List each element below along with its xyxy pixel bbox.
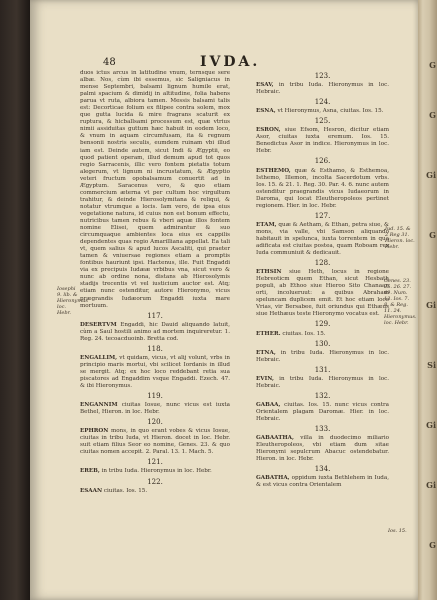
entry-text <box>256 269 389 318</box>
entry-text <box>256 331 389 338</box>
entry-number: 134. <box>314 465 331 474</box>
entry-headword: GABAATHA, <box>256 435 294 442</box>
entry-text <box>256 402 389 423</box>
entry-body: in tribu Iuda. Hieronymus in loc. Hebraic. <box>256 349 390 363</box>
edge-tab: Gi <box>426 480 436 490</box>
edge-tab: G <box>429 540 436 550</box>
dictionary-entry <box>256 466 389 489</box>
margin-note-left: Iosephi 9. lib. & Hieronymus loc. Hebr. <box>57 286 88 316</box>
entry-headword: ETNA, <box>256 349 276 356</box>
running-head: IVDA. <box>200 54 261 70</box>
entry-body: ciuitas. Ios. 15. nunc vicus contra Orientalem plagam Daromæ. Hier. in loc. Hebraic. <box>256 401 389 422</box>
entry-headword: EPHRON <box>80 428 109 435</box>
entry-number: 118. <box>147 344 163 353</box>
entry-text <box>80 402 230 416</box>
entry-text <box>256 108 389 115</box>
entry-headword: ETHER. <box>256 330 281 337</box>
facing-page-edge <box>418 0 437 600</box>
entry-headword: ENGANNIM <box>80 402 118 409</box>
dictionary-entry <box>80 346 230 390</box>
entry-number: 119. <box>147 392 163 401</box>
entry-text <box>80 468 230 475</box>
entry-text <box>256 168 389 210</box>
dictionary-entry <box>80 393 230 416</box>
entry-body: in tribu Iuda. Hieronymus in loc. Hebraic. <box>256 375 390 389</box>
entry-headword: GABAA, <box>256 401 281 408</box>
margin-note-right-2: Genes. 23. 25. 26. 27. 49. Num. 13. Ios. 7. 8. & Reg. 11. 24. Hieronymus. loc. Hebr. <box>384 278 417 326</box>
margin-note-right-3: Ios. 15. <box>388 528 407 534</box>
entry-text <box>256 127 389 155</box>
dictionary-entry <box>256 321 389 337</box>
dictionary-entry <box>80 479 230 495</box>
entry-number: 126. <box>314 157 331 166</box>
entry-headword: GABATHA, <box>256 475 290 482</box>
entry-number: 129. <box>314 320 331 329</box>
entry-body: Engaddi, hic Dauid aliquando latuit, cùm a Saul hostili animo ad mortem inquireretur. 1. Reg. 24. tecoacduoinb. Bretta cod. <box>80 321 231 342</box>
entry-text <box>80 322 230 343</box>
page-number: 48 <box>103 57 116 68</box>
dictionary-entry <box>256 260 389 318</box>
entry-body: in tribu Iuda. Hieronymus in loc. Hebraic. <box>256 82 390 96</box>
dictionary-entry <box>256 341 389 364</box>
entry-text <box>256 475 389 489</box>
entry-body: quæ & Esthamo, & Esthemoa, Isthemo, Illemon, incolta Sacerdotum vrbs. Ios. 15. & 21. 1. Reg. 30. Par. 4. 6. nunc autem ostenditur praegrandis vicus Iudaeorum in Daroma, qui locat Eleutheropoleos pertinet regionem. Hier. in loc. Hebr. <box>256 167 389 209</box>
dictionary-entry <box>80 419 230 456</box>
entry-number: 131. <box>314 365 331 374</box>
entry-body: ciuitas. Ios. 15. <box>103 487 148 494</box>
edge-tab: G <box>429 60 436 70</box>
entry-headword: ETHSIN <box>256 269 282 276</box>
entry-number: 124. <box>314 98 331 107</box>
entry-headword: ESRON, <box>256 127 281 134</box>
left-entries <box>80 313 230 495</box>
entry-number: 122. <box>147 477 163 486</box>
entry-number: 117. <box>147 311 163 320</box>
entry-headword: EREB, <box>80 468 100 475</box>
entry-number: 121. <box>147 458 163 467</box>
entry-headword: ENGALLIM, <box>80 354 118 361</box>
entry-number: 123. <box>314 72 331 80</box>
book-spine <box>0 0 30 600</box>
dictionary-entry <box>256 118 389 155</box>
entry-text <box>256 82 389 96</box>
entry-number: 125. <box>314 117 331 126</box>
entry-number: 130. <box>314 339 331 348</box>
entry-body: ciuitas Iosue, nunc vicus est iuxta Bethel, Hieron. in loc. Hebr. <box>80 402 230 416</box>
entry-number: 133. <box>314 425 331 434</box>
edge-tab: Gi <box>426 300 436 310</box>
intro-paragraph: duos ictus arcus in latitudine vnum, ternsque sere albæ. Nos, cùm ibi essemus, sic Saligniacus in mense Septembri, balsami lignum humile erat, palmi spacium & dimidij in altitudine, folia habens parua vt ruta, albiora tamen. Messis balsami talis est: Decorticae folium ex filipee contra solem, mox que gutta lucida & mire fragrans scaturit ex ruptura, & hicballsami processum est, quæ vtrius nimii assiduitas guttum hæc habuit in eodem loco, & vnum in aquam circumfusam, ita & regnum bensonii nostris seculis, eumdem ruinam vbi illud iam est. Deinde autem, sicut Indi & Ægyptii, eo quod patient operam, illud demum apud tot quos regio Sarracenis, illic vero fontem pietatis totum alegerum, vt lignum ni incrustatum, & Ægyptio veteri fructum opobalsamum conuertit ad in Ægyptum. Saracenus vero, & quo etiam commercium æterna vt per cultum hoc virgultum trahitur, & deinde Hierosolymitana & reliqui, & notatur vtrumque a locis. Iam vero, de ipsa eius vegetatione natura, id cuius non est bonum effectu, nutricibus tamen rebus & vberi aquæ illos fontem nomine Elisei, quem admirantur & suo circumquaque ambientes loca eius ex cappilis dependentes quas regio Amarilliana appellat. Ea tali vt, quem salius & apud lucos Ascaliti, qui praeter tamen & vniuersae regiones etiam a promptis fontibus hauriunt ipsi. Hactenus, ille. Fuit Engaddi via ex precipuis Iudææ vrbibus vna, sicut vero & nunc ab ordine nona, distans ab Hierosolymis stadijs trecentis vt vel iusticium auctor est. Atq; etiam nunc ostenditur, autore Hieronymo, vicus prægrandis Iudæorum Engaddi iuxta mare mortuum. <box>80 70 230 309</box>
entry-headword: ESTHEMO, <box>256 167 291 174</box>
entry-number: 128. <box>314 259 331 268</box>
edge-tab: G <box>429 110 436 120</box>
dictionary-entry <box>256 73 389 96</box>
margin-note-right-1: Iud. 15. & 2 Reg 31. Hieron. loc. Hebr. <box>385 226 415 250</box>
entry-body: ciuitas. Ios. 15. <box>282 330 326 337</box>
entry-headword: ETAM, <box>256 221 277 228</box>
dictionary-entry <box>256 213 389 257</box>
entry-text <box>256 376 389 390</box>
entry-body: siue Heth, locus in regione Hebreoticm quem Ethan, sicut Hesbath populi, ab Ethoo siue Hieroo Sito Chanaan orti, incolueruut: a quibus Abraham speluncam duplicem emit. Et hoc etiam loco Vrias, vir Bersabee, fuit oriundus qui Ethæus siue Hethæus teste Hieronymo vocatus est. <box>256 269 389 318</box>
entry-body: oppidum iuxta Bethlehem in Iuda, & est vicus contra Orientalem <box>256 475 389 489</box>
entry-text <box>256 222 389 257</box>
entry-number: 120. <box>147 418 163 427</box>
entry-body: in tribu Iuda. Hieronymus in loc. Hebr. <box>101 468 212 475</box>
right-entries <box>256 73 389 489</box>
dictionary-entry <box>80 459 230 475</box>
edge-tab: G <box>429 230 436 240</box>
edge-tab: Gi <box>426 170 436 180</box>
dictionary-entry <box>256 99 389 115</box>
edge-tab: Si <box>427 360 436 370</box>
left-column <box>80 70 230 496</box>
entry-body: villa in duodecimo miliario Eleutheropoleos, vbi etiam dum sitae Hieronymi sepulcrum Abacuc ostendebatur. Hieron. in loc. Hebr. <box>256 435 390 463</box>
entry-headword: EVIN, <box>256 375 274 382</box>
entry-body: quæ & Aetham, & Ethan, petra siue, & mons, via valle, vbi Samson aliquando habitauit in spelunca, iuxta torrentem in qua adificata est ciuitas postea, quam Roboam rex Iuda communiuit & dedicauit. <box>256 221 389 257</box>
entry-body: mons, in quo erant vobes & vicus Iosue, ciuitas in tribu Iuda, vt Hieron. docet in loc. Hebr. suit etiam filius Seor eo nomine, Genes. 23. & quo ciuitas nomen accepit. 2. Paral. 13. 1. Mach. 5. <box>80 428 230 456</box>
dictionary-entry <box>256 393 389 423</box>
entry-body: siue Efsom, Hesron, dicitur etiam Asor, ciuitas iuxta eremum. Ios. 15. Benedictus Asor in indice. Hieronymus in loc. Hebr. <box>256 127 389 155</box>
entry-number: 132. <box>314 391 331 400</box>
entry-headword: DESERTVM <box>80 321 117 328</box>
entry-headword: ESAAN <box>80 487 103 494</box>
entry-text <box>256 435 389 463</box>
right-column <box>256 70 389 490</box>
entry-headword: ESAV, <box>256 82 274 89</box>
entry-text <box>256 350 389 364</box>
dictionary-entry <box>256 158 389 209</box>
entry-text <box>80 488 230 495</box>
dictionary-entry <box>256 367 389 390</box>
entry-text <box>80 428 230 456</box>
edge-tab: Gi <box>426 420 436 430</box>
dictionary-entry <box>256 426 389 463</box>
entry-number: 127. <box>314 211 331 220</box>
entry-body: vt Hieronymus, Asna, ciuitas. Ios. 15. <box>277 108 384 115</box>
entry-body: vt quidam, vicus, vt alij volunt, vrbs in principio maris mortui, vbi scilicet Iordanis in illud se mergit. Atq; ex hoc loco reddebant retia sua piscatores ad Engaddim vsque Engaddi. Ezech. 47. & ibi Hieronymus. <box>80 354 230 390</box>
entry-text <box>80 355 230 390</box>
entry-headword: ESNA, <box>256 108 276 115</box>
dictionary-entry <box>80 313 230 343</box>
